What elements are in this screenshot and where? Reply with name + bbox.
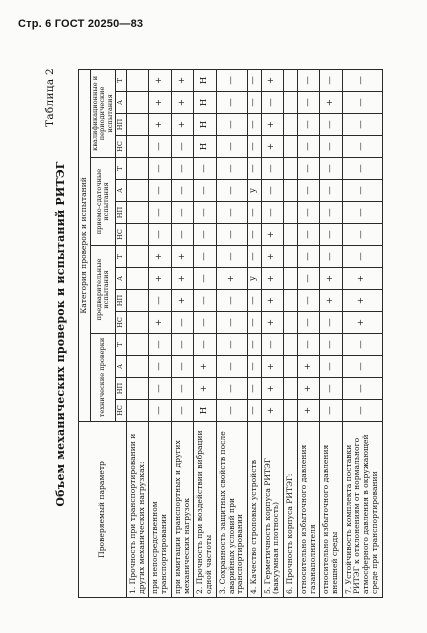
value-cell: + <box>261 312 283 334</box>
value-cell <box>127 224 149 246</box>
value-cell: — <box>261 334 283 356</box>
table-row <box>297 69 319 597</box>
value-cell: — <box>216 378 247 400</box>
value-cell <box>284 136 298 158</box>
value-cell <box>284 290 298 312</box>
value-cell: — <box>320 356 342 378</box>
value-cell: + <box>194 356 216 378</box>
value-cell: + <box>297 400 319 422</box>
table-row <box>149 69 171 597</box>
table-row <box>171 69 193 597</box>
value-cell: — <box>342 400 382 422</box>
value-cell: — <box>342 246 382 268</box>
value-cell: — <box>297 136 319 158</box>
value-cell: — <box>149 290 171 312</box>
value-cell <box>127 290 149 312</box>
param-cell: 7. Устойчивость комплекта поставки РИТЭГ к отклонениям от нормального атмосферного давления в окружающей среде при транспортировании <box>342 422 382 598</box>
value-cell: — <box>149 378 171 400</box>
value-cell: — <box>247 290 261 312</box>
value-cell: + <box>194 378 216 400</box>
value-cell: + <box>320 92 342 114</box>
value-cell: — <box>247 334 261 356</box>
value-cell <box>127 246 149 268</box>
value-cell: — <box>320 312 342 334</box>
sub-header: Т <box>116 246 127 268</box>
value-cell: — <box>149 202 171 224</box>
sub-header: Т <box>116 158 127 180</box>
value-cell: — <box>320 180 342 202</box>
sub-header: НП <box>116 290 127 312</box>
value-cell: — <box>149 356 171 378</box>
value-cell: + <box>342 290 382 312</box>
value-cell: + <box>297 356 319 378</box>
value-cell: — <box>297 114 319 136</box>
table-row <box>284 69 298 597</box>
value-cell: — <box>216 136 247 158</box>
value-cell: — <box>171 378 193 400</box>
value-cell: — <box>247 312 261 334</box>
sub-header: НП <box>116 114 127 136</box>
value-cell <box>284 224 298 246</box>
value-cell: — <box>320 202 342 224</box>
value-cell: — <box>320 400 342 422</box>
param-cell: 3. Сохранность защитных свойств после аварийных условий при транспортировании <box>216 422 247 598</box>
value-cell <box>284 158 298 180</box>
value-cell: — <box>171 224 193 246</box>
value-cell: — <box>342 378 382 400</box>
value-cell <box>284 180 298 202</box>
value-cell: — <box>216 246 247 268</box>
value-cell <box>284 312 298 334</box>
sub-header: А <box>116 92 127 114</box>
value-cell: — <box>247 356 261 378</box>
value-cell: — <box>261 92 283 114</box>
value-cell <box>284 334 298 356</box>
value-cell: — <box>342 92 382 114</box>
value-cell: — <box>247 400 261 422</box>
value-cell: — <box>149 224 171 246</box>
value-cell: — <box>342 224 382 246</box>
value-cell: — <box>297 334 319 356</box>
value-cell <box>127 400 149 422</box>
param-cell: относительно избыточного давления внешней среды <box>320 422 342 598</box>
value-cell: — <box>216 400 247 422</box>
value-cell: + <box>261 69 283 91</box>
value-cell: — <box>149 180 171 202</box>
value-cell: — <box>297 268 319 290</box>
value-cell: — <box>194 158 216 180</box>
value-cell <box>284 268 298 290</box>
value-cell: — <box>216 202 247 224</box>
value-cell: — <box>171 158 193 180</box>
param-cell: 2. Прочность при воздействии вибрации одной частоты <box>194 422 216 598</box>
group-header: технические проверки <box>90 334 116 422</box>
value-cell: — <box>216 69 247 91</box>
value-cell <box>127 268 149 290</box>
sub-header: Т <box>116 69 127 91</box>
value-cell: + <box>261 356 283 378</box>
value-cell: — <box>320 378 342 400</box>
value-cell: — <box>194 180 216 202</box>
value-cell: + <box>149 69 171 91</box>
value-cell: — <box>171 180 193 202</box>
sub-header: А <box>116 180 127 202</box>
category-header: Категория проверок и испытаний <box>79 69 91 421</box>
value-cell <box>284 114 298 136</box>
group-header: приемо-сдаточные испытания <box>90 158 116 246</box>
value-cell: — <box>216 312 247 334</box>
value-cell: — <box>149 334 171 356</box>
value-cell: + <box>149 312 171 334</box>
value-cell: — <box>216 180 247 202</box>
value-cell: — <box>342 334 382 356</box>
value-cell <box>127 378 149 400</box>
table-row <box>342 69 382 597</box>
value-cell: — <box>261 202 283 224</box>
value-cell: + <box>171 246 193 268</box>
value-cell: — <box>342 114 382 136</box>
value-cell: — <box>247 69 261 91</box>
value-cell: — <box>320 334 342 356</box>
value-cell: — <box>297 158 319 180</box>
value-cell: — <box>194 246 216 268</box>
value-cell: у <box>247 180 261 202</box>
value-cell: — <box>342 202 382 224</box>
sub-header: НС <box>116 224 127 246</box>
value-cell: — <box>171 312 193 334</box>
value-cell: — <box>194 334 216 356</box>
value-cell: + <box>171 92 193 114</box>
value-cell <box>127 92 149 114</box>
value-cell <box>127 136 149 158</box>
value-cell: — <box>320 136 342 158</box>
value-cell: + <box>261 224 283 246</box>
value-cell: — <box>297 180 319 202</box>
value-cell: + <box>261 114 283 136</box>
value-cell: — <box>297 246 319 268</box>
value-cell: — <box>171 400 193 422</box>
value-cell: + <box>171 268 193 290</box>
value-cell: — <box>194 202 216 224</box>
value-cell: — <box>247 158 261 180</box>
value-cell: + <box>342 268 382 290</box>
value-cell: + <box>149 92 171 114</box>
value-cell: + <box>149 246 171 268</box>
test-scope-table <box>78 69 383 598</box>
value-cell: — <box>297 290 319 312</box>
value-cell: Н <box>194 69 216 91</box>
value-cell: + <box>149 268 171 290</box>
value-cell: — <box>342 136 382 158</box>
document-title: Объем механических проверок и испытаний РИТЭГ <box>54 161 67 507</box>
sub-header: НС <box>116 312 127 334</box>
value-cell <box>284 202 298 224</box>
value-cell: у <box>247 268 261 290</box>
value-cell <box>284 400 298 422</box>
sub-header: НП <box>116 378 127 400</box>
value-cell <box>127 312 149 334</box>
value-cell: — <box>297 224 319 246</box>
value-cell <box>127 69 149 91</box>
value-cell <box>284 246 298 268</box>
sub-header: А <box>116 268 127 290</box>
value-cell: — <box>320 158 342 180</box>
value-cell <box>127 202 149 224</box>
param-cell: 6. Прочность корпуса РИТЭГ: <box>284 422 298 598</box>
param-column-header: Проверяемый параметр <box>79 422 127 598</box>
value-cell: + <box>261 378 283 400</box>
value-cell: — <box>261 180 283 202</box>
sub-header: Т <box>116 334 127 356</box>
sub-header: НС <box>116 136 127 158</box>
table-row <box>216 69 247 597</box>
value-cell: — <box>297 312 319 334</box>
value-cell: + <box>261 290 283 312</box>
value-cell: — <box>320 246 342 268</box>
value-cell: + <box>171 290 193 312</box>
value-cell: Н <box>194 92 216 114</box>
value-cell: — <box>247 378 261 400</box>
value-cell: + <box>261 400 283 422</box>
value-cell: + <box>216 268 247 290</box>
value-cell: — <box>171 136 193 158</box>
table-row <box>320 69 342 597</box>
value-cell: — <box>216 92 247 114</box>
value-cell: — <box>342 158 382 180</box>
value-cell: — <box>216 224 247 246</box>
param-cell: 5. Герметичность корпуса РИТЭГ (вакуумная плотность) <box>261 422 283 598</box>
value-cell: — <box>171 356 193 378</box>
param-cell: относительно избыточного давления газанаполнителя <box>297 422 319 598</box>
value-cell: — <box>297 92 319 114</box>
value-cell: + <box>320 268 342 290</box>
group-header: предварительные испытания <box>90 246 116 334</box>
value-cell: — <box>297 202 319 224</box>
group-header: квалификационные и периодические испытания <box>90 69 116 157</box>
value-cell: — <box>342 180 382 202</box>
table-row <box>247 69 261 597</box>
value-cell: + <box>149 114 171 136</box>
value-cell: — <box>342 356 382 378</box>
value-cell <box>284 69 298 91</box>
param-cell: 4. Качество строповых устройств <box>247 422 261 598</box>
value-cell <box>284 378 298 400</box>
value-cell: — <box>342 69 382 91</box>
value-cell <box>127 356 149 378</box>
value-cell: + <box>261 268 283 290</box>
value-cell: — <box>216 356 247 378</box>
value-cell: — <box>149 400 171 422</box>
value-cell: — <box>320 69 342 91</box>
value-cell: — <box>149 158 171 180</box>
table-label: Таблица 2 <box>44 68 56 127</box>
value-cell: — <box>216 158 247 180</box>
value-cell: Н <box>194 400 216 422</box>
value-cell: — <box>149 136 171 158</box>
value-cell: — <box>171 334 193 356</box>
value-cell: + <box>171 69 193 91</box>
sub-header: НС <box>116 400 127 422</box>
value-cell: Н <box>194 136 216 158</box>
value-cell: — <box>261 158 283 180</box>
value-cell: + <box>261 136 283 158</box>
param-cell: при непосредственном транспортировании <box>149 422 171 598</box>
value-cell: — <box>171 202 193 224</box>
rotated-page-content <box>44 64 409 604</box>
value-cell <box>284 356 298 378</box>
value-cell: — <box>320 224 342 246</box>
value-cell: + <box>171 114 193 136</box>
value-cell: + <box>342 312 382 334</box>
page-header: Стр. 6 ГОСТ 20250—83 <box>18 18 144 30</box>
value-cell: + <box>297 378 319 400</box>
value-cell: + <box>261 246 283 268</box>
table-body <box>127 69 383 597</box>
param-cell: при имитации транспортных и других механических нагрузок <box>171 422 193 598</box>
value-cell: + <box>320 290 342 312</box>
value-cell <box>127 334 149 356</box>
value-cell: — <box>247 114 261 136</box>
value-cell <box>284 92 298 114</box>
table-row <box>127 69 149 597</box>
table-row <box>194 69 216 597</box>
value-cell: — <box>247 136 261 158</box>
value-cell <box>127 158 149 180</box>
value-cell: — <box>194 312 216 334</box>
value-cell: — <box>247 246 261 268</box>
sub-header: НП <box>116 202 127 224</box>
value-cell: — <box>216 334 247 356</box>
value-cell: — <box>194 268 216 290</box>
value-cell: — <box>247 224 261 246</box>
value-cell: — <box>216 114 247 136</box>
value-cell: — <box>247 202 261 224</box>
param-cell: 1. Прочность при транспортировании и других механических нагрузках: <box>127 422 149 598</box>
value-cell <box>127 180 149 202</box>
value-cell <box>127 114 149 136</box>
value-cell: — <box>194 290 216 312</box>
value-cell: — <box>216 290 247 312</box>
value-cell: — <box>297 69 319 91</box>
table-row <box>261 69 283 597</box>
value-cell: — <box>247 92 261 114</box>
sub-header: А <box>116 356 127 378</box>
value-cell: — <box>320 114 342 136</box>
value-cell: Н <box>194 114 216 136</box>
value-cell: — <box>194 224 216 246</box>
